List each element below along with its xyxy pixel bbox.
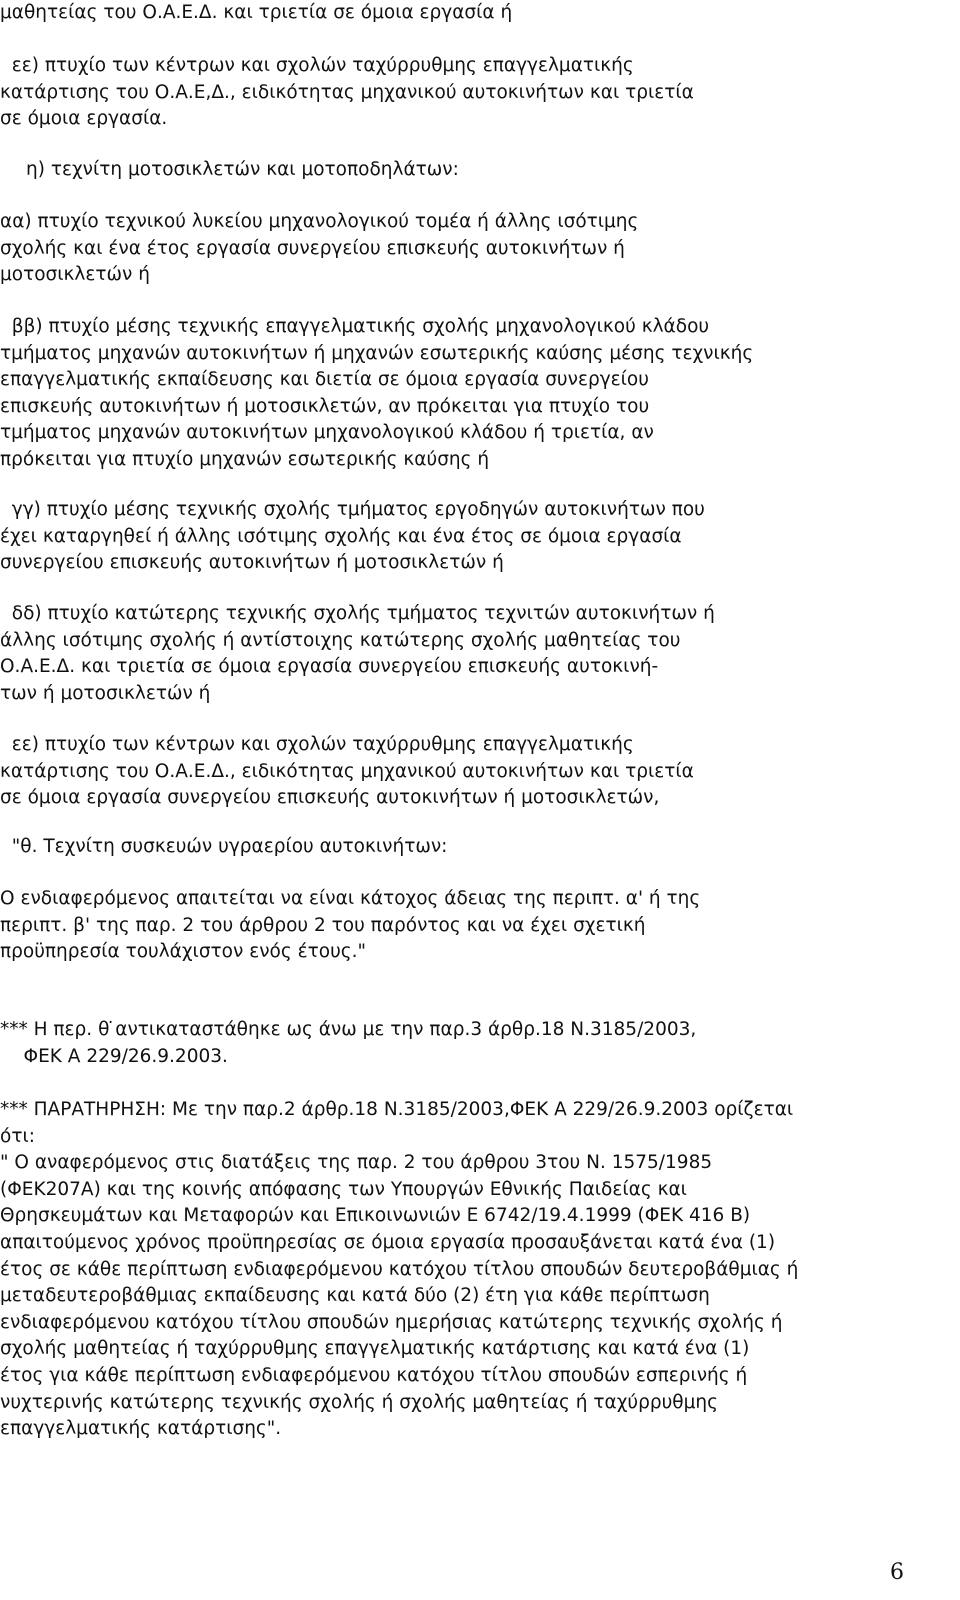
- paragraph-gg: [0, 497, 958, 577]
- text-line: συνεργείου επισκευής αυτοκινήτων ή μοτοσικλετών ή: [0, 552, 504, 574]
- text-line: γγ) πτυχίο μέσης τεχνικής σχολής τμήματος εργοδηγών αυτοκινήτων που: [0, 499, 705, 520]
- text-line: έτος για κάθε περίπτωση ενδιαφερόμενου κατόχου τίτλου σπουδών εσπερινής ή: [0, 1364, 748, 1386]
- text-line: Ο ενδιαφερόμενος απαιτείται να είναι κάτοχος άδειας της περιπτ. α' ή της: [0, 888, 701, 909]
- text-line: τμήματος μηχανών αυτοκινήτων μηχανολογικού κλάδου ή τριετία, αν: [0, 422, 654, 444]
- paragraph-ee-second: [0, 732, 958, 812]
- text-line: ββ) πτυχίο μέσης τεχνικής επαγγελματικής σχολής μηχανολογικού κλάδου: [0, 316, 710, 337]
- text-line: εε) πτυχίο των κέντρων και σχολών ταχύρρυθμης επαγγελματικής: [0, 55, 634, 76]
- text-line: (ΦΕΚ207Α) και της κοινής απόφασης των Υπουργών Εθνικής Παιδείας και: [0, 1178, 687, 1200]
- heading-theta: [0, 834, 958, 861]
- text-line: σε όμοια εργασία.: [0, 108, 168, 130]
- paragraph-dd: [0, 601, 958, 707]
- paragraph-aa: [0, 209, 958, 289]
- text-line: μοτοσικλετών ή: [0, 264, 150, 286]
- text-line: επαγγελματικής κατάρτισης".: [0, 1418, 282, 1440]
- text-line: νυχτερινής κατώτερης τεχνικής σχολής ή σχολής μαθητείας ή ταχύρρυθμης: [0, 1391, 718, 1413]
- text-line: επισκευής αυτοκινήτων ή μοτοσικλετών, αν πρόκειται για πτυχίο του: [0, 395, 650, 417]
- text-line: κατάρτισης του Ο.Α.Ε,Δ., ειδικότητας μηχανικού αυτοκινήτων και τριετία: [0, 81, 694, 103]
- paragraph-ee-first: [0, 53, 958, 133]
- text-line: απαιτούμενος χρόνος προϋπηρεσίας σε όμοια εργασία προσαυξάνεται κατά ένα (1): [0, 1231, 776, 1253]
- paragraph-interested: [0, 886, 958, 966]
- section-heading: η) τεχνίτη μοτοσικλετών και μοτοποδηλάτων:: [26, 159, 459, 180]
- text-line: σχολής και ένα έτος εργασία συνεργείου επισκευής αυτοκινήτων ή: [0, 237, 625, 259]
- paragraph-bb: [0, 314, 958, 474]
- paragraph-top: [0, 0, 958, 27]
- text-line: περιπτ. β' της παρ. 2 του άρθρου 2 του παρόντος και να έχει σχετική: [0, 914, 646, 936]
- text-line: μαθητείας του Ο.Α.Ε.Δ. και τριετία σε όμοια εργασία ή: [0, 2, 513, 23]
- text-line: ότι:: [0, 1125, 35, 1147]
- text-line: Ο.Α.Ε.Δ. και τριετία σε όμοια εργασία συνεργείου επισκευής αυτοκινή-: [0, 656, 659, 678]
- text-line: άλλης ισότιμης σχολής ή αντίστοιχης κατώτερης σχολής μαθητείας του: [0, 629, 681, 651]
- text-line: αα) πτυχίο τεχνικού λυκείου μηχανολογικού τομέα ή άλλης ισότιμης: [0, 211, 639, 232]
- text-line: εε) πτυχίο των κέντρων και σχολών ταχύρρυθμης επαγγελματικής: [0, 734, 634, 755]
- text-line: ενδιαφερόμενου κατόχου τίτλου σπουδών ημερήσιας κατώτερης τεχνικής σχολής ή: [0, 1311, 783, 1333]
- text-line: έχει καταργηθεί ή άλλης ισότιμης σχολής και ένα έτος σε όμοια εργασία: [0, 525, 682, 547]
- text-line: δδ) πτυχίο κατώτερης τεχνικής σχολής τμήματος τεχνιτών αυτοκινήτων ή: [0, 603, 715, 624]
- text-line: των ή μοτοσικλετών ή: [0, 682, 211, 704]
- text-line: σε όμοια εργασία συνεργείου επισκευής αυτοκινήτων ή μοτοσικλετών,: [0, 787, 660, 809]
- text-line: μεταδευτεροβάθμιας εκπαίδευσης και κατά δύο (2) έτη για κάθε περίπτωση: [0, 1285, 710, 1307]
- text-line: σχολής μαθητείας ή ταχύρρυθμης επαγγελματικής κατάρτισης και κατά ένα (1): [0, 1338, 750, 1360]
- text-line: κατάρτισης του Ο.Α.Ε.Δ., ειδικότητας μηχανικού αυτοκινήτων και τριετία: [0, 760, 694, 782]
- text-line: πρόκειται για πτυχίο μηχανών εσωτερικής καύσης ή: [0, 448, 490, 470]
- text-line: τμήματος μηχανών αυτοκινήτων ή μηχανών εσωτερικής καύσης μέσης τεχνικής: [0, 342, 754, 364]
- page-number: 6: [890, 1560, 904, 1585]
- text-line: επαγγελματικής εκπαίδευσης και διετία σε όμοια εργασία συνεργείου: [0, 369, 649, 391]
- note-replaced: [0, 1017, 958, 1070]
- text-line: Θρησκευμάτων και Μεταφορών και Επικοινωνιών Ε 6742/19.4.1999 (ΦΕΚ 416 Β): [0, 1205, 751, 1227]
- text-line: ΦΕΚ Α 229/26.9.2003.: [0, 1045, 228, 1067]
- text-line: *** Η περ. θ ̇αντικαταστάθηκε ως άνω με την παρ.3 άρθρ.18 Ν.3185/2003,: [0, 1019, 697, 1040]
- heading-eta: [0, 157, 960, 184]
- text-line: " Ο αναφερόμενος στις διατάξεις της παρ. 2 του άρθρου 3του Ν. 1575/1985: [0, 1152, 713, 1174]
- text-line: *** ΠΑΡΑΤΗΡΗΣΗ: Με την παρ.2 άρθρ.18 Ν.3185/2003,ΦΕΚ Α 229/26.9.2003 ορίζεται: [0, 1099, 794, 1120]
- section-heading: "θ. Τεχνίτη συσκευών υγραερίου αυτοκινήτων:: [0, 836, 448, 857]
- note-remark: [0, 1097, 958, 1443]
- text-line: προϋπηρεσία τουλάχιστον ενός έτους.": [0, 941, 367, 963]
- text-line: έτος σε κάθε περίπτωση ενδιαφερόμενου κατόχου τίτλου σπουδών δευτεροβάθμιας ή: [0, 1258, 799, 1280]
